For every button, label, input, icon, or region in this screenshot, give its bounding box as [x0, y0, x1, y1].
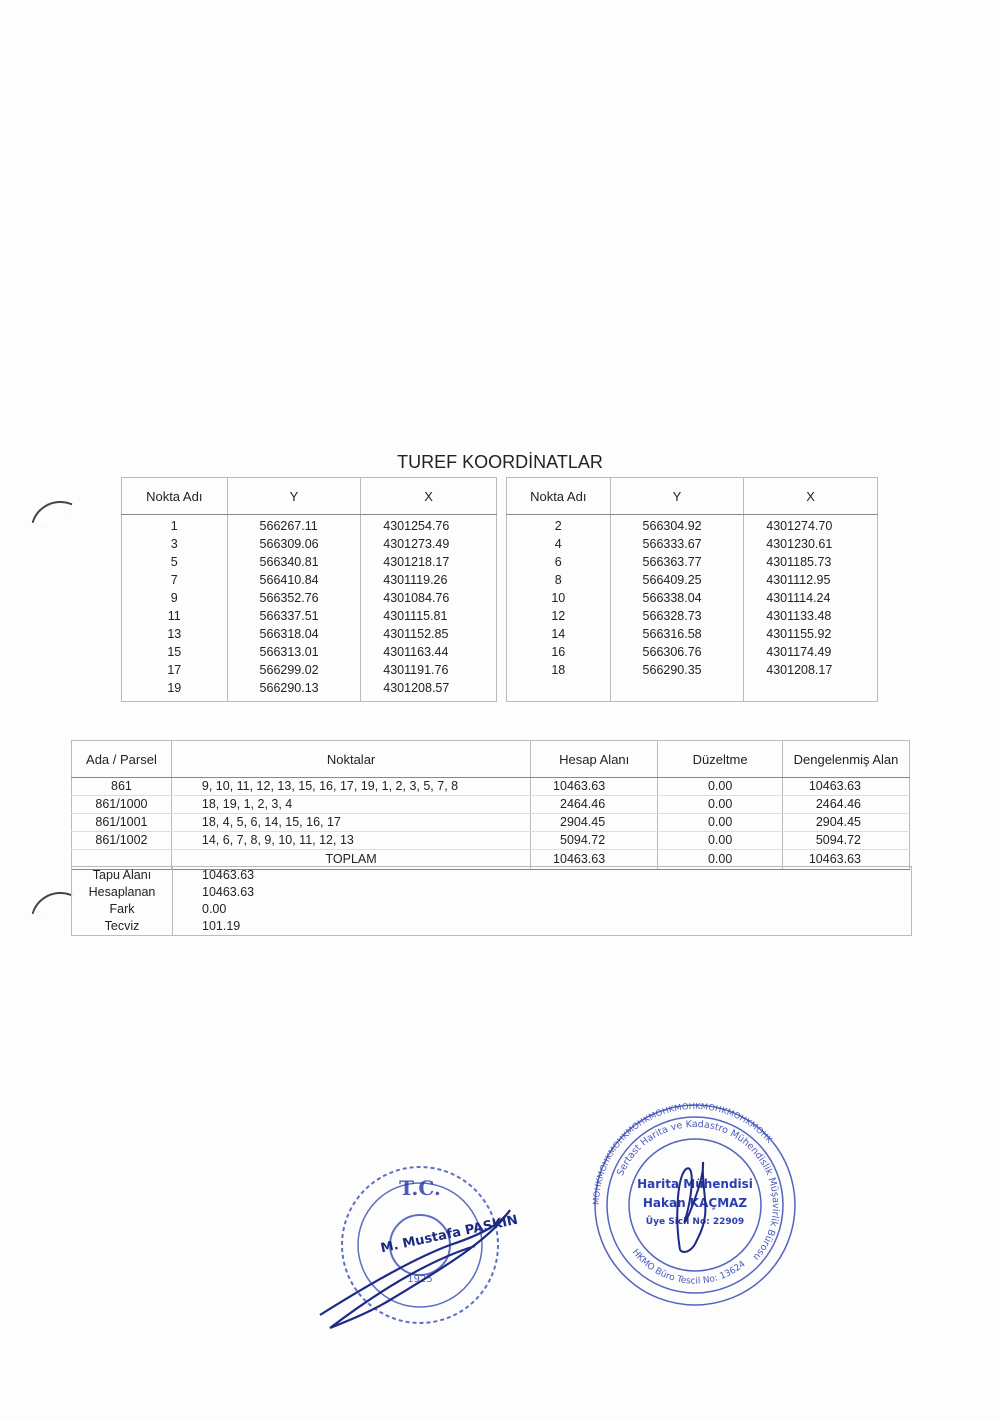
- signatory-name: M. Mustafa PASKIN: [379, 1212, 520, 1257]
- computed-area: 5094.72: [531, 832, 658, 850]
- point-name: 6: [554, 555, 562, 569]
- coord-y: 566328.73: [610, 607, 744, 625]
- parcel-points: 9, 10, 11, 12, 13, 15, 16, 17, 19, 1, 2, 3, 5, 7, 8: [171, 778, 530, 796]
- punch-hole-mark: [31, 492, 72, 533]
- summary-row: [72, 918, 911, 935]
- coordinate-row: [122, 589, 497, 607]
- point-name: 10: [551, 591, 566, 605]
- header-point-name: Nokta Adı: [122, 478, 228, 515]
- engineer-seal-stamp: [585, 1100, 805, 1310]
- correction-value: 0.00: [658, 832, 783, 850]
- point-name: 3: [170, 537, 178, 551]
- coord-y: 566410.84: [227, 571, 361, 589]
- point-name: 13: [167, 627, 182, 641]
- point-name: 17: [167, 663, 182, 677]
- seal-title: Harita Mühendisi: [637, 1177, 753, 1191]
- coord-x: 4301155.92: [744, 625, 878, 643]
- point-name: 5: [170, 555, 178, 569]
- header-x: X: [361, 478, 497, 515]
- coord-x: 4301163.44: [361, 643, 497, 661]
- header-correction: Düzeltme: [658, 741, 783, 778]
- seal-ring-text: Sertast Harita ve Kadastro Mühendislik Müşavirlik Bürosu: [615, 1118, 782, 1263]
- header-computed-area: Hesap Alanı: [531, 741, 658, 778]
- coord-y: 566267.11: [227, 515, 361, 536]
- area-summary: [71, 866, 912, 936]
- parcel-points: 18, 4, 5, 6, 14, 15, 16, 17: [171, 814, 530, 832]
- coordinate-row: [122, 643, 497, 661]
- parcel-id: 861/1001: [72, 814, 172, 832]
- coordinate-row: [507, 625, 878, 643]
- coord-y: 566299.02: [227, 661, 361, 679]
- seal-bottom-text: HKMO Büro Tescil No: 13624: [629, 1247, 748, 1287]
- coordinate-row: [122, 571, 497, 589]
- coordinate-row: [507, 589, 878, 607]
- coordinate-row: [507, 643, 878, 661]
- point-name: 11: [167, 609, 181, 623]
- balanced-area: 5094.72: [783, 832, 910, 850]
- computed-area: 2464.46: [531, 796, 658, 814]
- coordinate-row: [507, 661, 878, 679]
- point-name: 18: [551, 663, 566, 677]
- header-y: Y: [227, 478, 361, 515]
- balanced-area: 2904.45: [783, 814, 910, 832]
- coord-y: 566290.35: [610, 661, 744, 679]
- coordinate-row: [507, 553, 878, 571]
- parcel-points: 18, 19, 1, 2, 3, 4: [171, 796, 530, 814]
- page-title: TUREF KOORDİNATLAR: [397, 452, 603, 472]
- summary-label: Hesaplanan: [88, 885, 156, 899]
- header-y: Y: [610, 478, 744, 515]
- coord-y: 566306.76: [610, 643, 744, 661]
- seal-year: 1925: [407, 1274, 433, 1285]
- coord-y: 566313.01: [227, 643, 361, 661]
- coord-x: 4301084.76: [361, 589, 497, 607]
- parcel-area-table: [71, 740, 910, 870]
- parcel-id: 861/1000: [72, 796, 172, 814]
- coord-y: 566290.13: [227, 679, 361, 697]
- coord-x: 4301174.49: [744, 643, 878, 661]
- parcel-id: 861: [72, 778, 172, 796]
- point-name: 16: [551, 645, 566, 659]
- svg-text:HKMO Büro Tescil No: 13624: [630, 1247, 748, 1286]
- total-correction: 0.00: [658, 850, 783, 870]
- computed-area: 10463.63: [531, 778, 658, 796]
- coord-x: 4301133.48: [744, 607, 878, 625]
- balanced-area: 10463.63: [783, 778, 910, 796]
- coord-x: 4301152.85: [361, 625, 497, 643]
- coord-x: 4301112.95: [744, 571, 878, 589]
- point-name: 2: [554, 519, 562, 533]
- punch-hole-mark: [31, 883, 72, 924]
- coordinate-row: [122, 553, 497, 571]
- coord-y: 566337.51: [227, 607, 361, 625]
- header-x: X: [744, 478, 878, 515]
- coord-y: 566304.92: [610, 515, 744, 536]
- coord-x: 4301273.49: [361, 535, 497, 553]
- point-name: 19: [167, 681, 182, 695]
- coord-y: 566363.77: [610, 553, 744, 571]
- point-name: 1: [170, 519, 178, 533]
- point-name: 9: [170, 591, 178, 605]
- parcel-points: 14, 6, 7, 8, 9, 10, 11, 12, 13: [171, 832, 530, 850]
- summary-label: Tecviz: [104, 919, 140, 933]
- coord-x: 4301230.61: [744, 535, 878, 553]
- summary-value: 0.00: [202, 902, 227, 916]
- header-balanced-area: Dengelenmiş Alan: [783, 741, 910, 778]
- summary-label: Fark: [109, 902, 135, 916]
- summary-value: 10463.63: [202, 868, 255, 882]
- coord-y: 566309.06: [227, 535, 361, 553]
- coord-x: 4301254.76: [361, 515, 497, 536]
- coord-y: 566352.76: [227, 589, 361, 607]
- coord-x: 4301208.57: [361, 679, 497, 697]
- balanced-area: 2464.46: [783, 796, 910, 814]
- coordinate-row: [507, 535, 878, 553]
- seal-name: Hakan KAÇMAZ: [642, 1196, 748, 1210]
- coordinates-table-right: [506, 477, 878, 702]
- seal-top-text: T.C.: [399, 1176, 441, 1200]
- coordinate-row: [507, 607, 878, 625]
- coord-x: 4301218.17: [361, 553, 497, 571]
- summary-row: [72, 884, 911, 901]
- parcel-id: 861/1002: [72, 832, 172, 850]
- coordinate-row: [122, 661, 497, 679]
- summary-value: 10463.63: [202, 885, 255, 899]
- coord-x: 4301185.73: [744, 553, 878, 571]
- total-computed: 10463.63: [531, 850, 658, 870]
- parcel-row: [72, 832, 910, 850]
- coord-y: 566338.04: [610, 589, 744, 607]
- coord-y: 566409.25: [610, 571, 744, 589]
- coord-y: 566316.58: [610, 625, 744, 643]
- total-balanced: 10463.63: [783, 850, 910, 870]
- coordinate-row: [122, 535, 497, 553]
- coord-x: 4301119.26: [361, 571, 497, 589]
- correction-value: 0.00: [658, 778, 783, 796]
- coordinate-row: [507, 571, 878, 589]
- coordinate-row: [122, 625, 497, 643]
- parcel-row: [72, 814, 910, 832]
- total-label: TOPLAM: [171, 850, 530, 870]
- coordinate-row: [122, 679, 497, 697]
- coord-x: 4301274.70: [744, 515, 878, 536]
- coord-x: 4301191.76: [361, 661, 497, 679]
- coordinates-table-left: [121, 477, 497, 702]
- point-name: 15: [167, 645, 182, 659]
- point-name: 7: [170, 573, 178, 587]
- parcel-row: [72, 796, 910, 814]
- coordinate-row: [507, 515, 878, 536]
- header-point-name: Nokta Adı: [507, 478, 611, 515]
- summary-row: [72, 867, 911, 884]
- coord-y: 566340.81: [227, 553, 361, 571]
- official-seal-stamp: [300, 1150, 570, 1340]
- coordinate-row: [122, 607, 497, 625]
- seal-border-text: MOHKMOHKMOHKMOHKMOHKMOHKMOHKMOHKMOHK: [591, 1101, 774, 1206]
- coord-x: 4301115.81: [361, 607, 497, 625]
- parcel-row: [72, 778, 910, 796]
- coord-x: 4301208.17: [744, 661, 878, 679]
- point-name: 14: [551, 627, 566, 641]
- coord-x: 4301114.24: [744, 589, 878, 607]
- summary-label: Tapu Alanı: [92, 868, 152, 882]
- point-name: 4: [554, 537, 562, 551]
- correction-value: 0.00: [658, 814, 783, 832]
- computed-area: 2904.45: [531, 814, 658, 832]
- header-points: Noktalar: [171, 741, 530, 778]
- correction-value: 0.00: [658, 796, 783, 814]
- header-parcel: Ada / Parsel: [72, 741, 172, 778]
- coord-y: 566333.67: [610, 535, 744, 553]
- point-name: 8: [554, 573, 562, 587]
- point-name: 12: [551, 609, 566, 623]
- seal-registration: Üye Sicil No: 22909: [645, 1217, 745, 1227]
- summary-row: [72, 901, 911, 918]
- coord-y: 566318.04: [227, 625, 361, 643]
- summary-value: 101.19: [202, 919, 241, 933]
- coordinate-row: [122, 515, 497, 536]
